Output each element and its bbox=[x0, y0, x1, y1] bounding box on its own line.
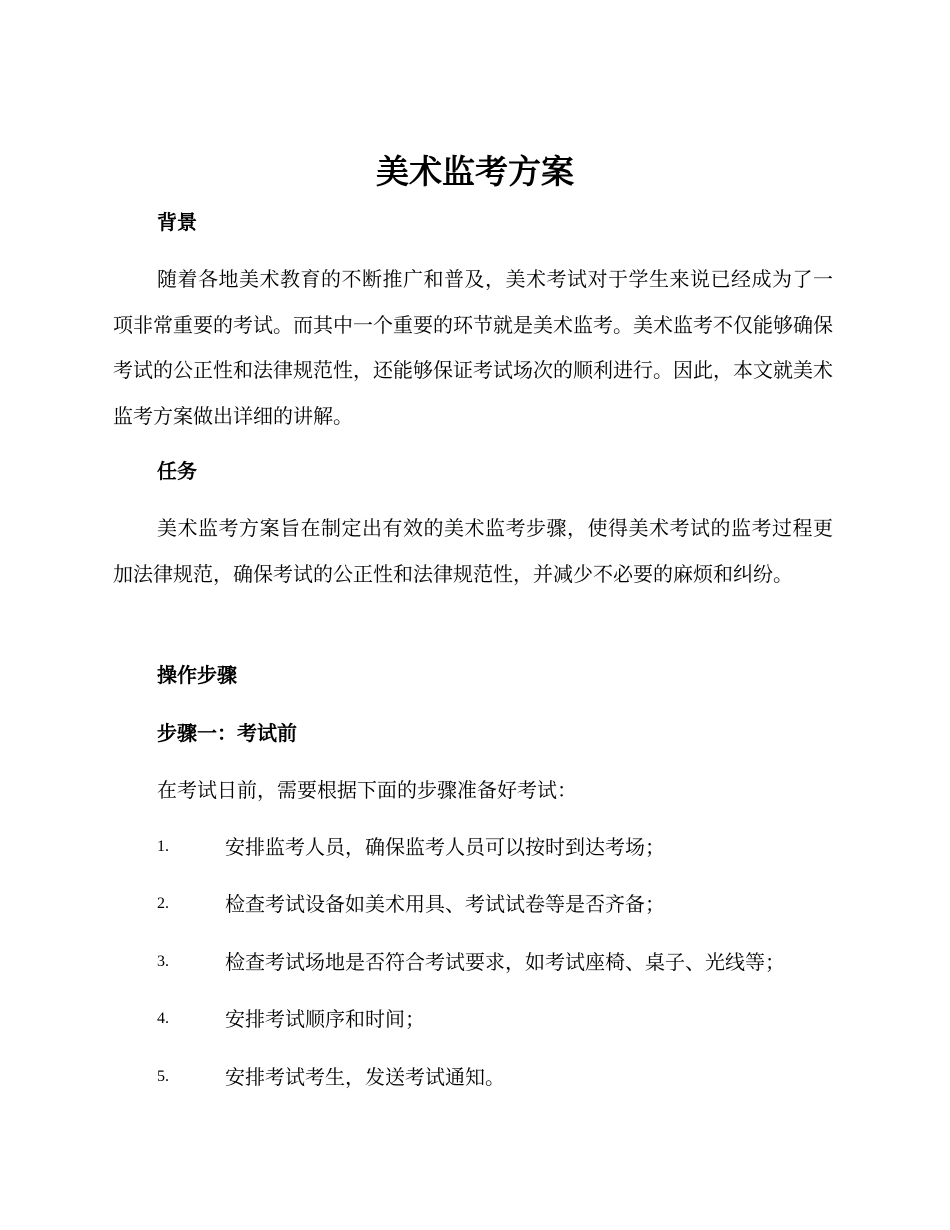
section-heading-task: 任务 bbox=[157, 459, 197, 483]
list-item-text: 检查考试场地是否符合考试要求，如考试座椅、桌子、光线等； bbox=[225, 950, 785, 974]
step1-intro: 在考试日前，需要根据下面的步骤准备好考试： bbox=[157, 778, 577, 802]
step1-heading: 步骤一：考试前 bbox=[157, 721, 297, 745]
list-item-number: 4. bbox=[157, 1010, 169, 1027]
background-paragraph: 随着各地美术教育的不断推广和普及，美术考试对于学生来说已经成为了一项非常重要的考试。而其中一个重要的环节就是美术监考。美术监考不仅能够确保考试的公正性和法律规范性，还能够保证考试场次的顺利进行。因此，本文就美术监考方案做出详细的讲解。 bbox=[113, 267, 833, 428]
list-item-text: 检查考试设备如美术用具、考试试卷等是否齐备； bbox=[225, 892, 665, 916]
task-paragraph: 美术监考方案旨在制定出有效的美术监考步骤，使得美术考试的监考过程更加法律规范，确保考试的公正性和法律规范性，并减少不必要的麻烦和纠纷。 bbox=[113, 516, 833, 586]
section-heading-steps: 操作步骤 bbox=[157, 663, 237, 687]
list-item-number: 5. bbox=[157, 1068, 169, 1085]
document-title: 美术监考方案 bbox=[376, 152, 574, 191]
list-item-number: 1. bbox=[157, 838, 169, 855]
list-item-text: 安排监考人员，确保监考人员可以按时到达考场； bbox=[225, 835, 665, 859]
list-item-text: 安排考试考生，发送考试通知。 bbox=[225, 1065, 505, 1089]
list-item-text: 安排考试顺序和时间； bbox=[225, 1007, 425, 1031]
list-item-number: 2. bbox=[157, 895, 169, 912]
list-item-number: 3. bbox=[157, 953, 169, 970]
section-heading-background: 背景 bbox=[157, 210, 197, 234]
